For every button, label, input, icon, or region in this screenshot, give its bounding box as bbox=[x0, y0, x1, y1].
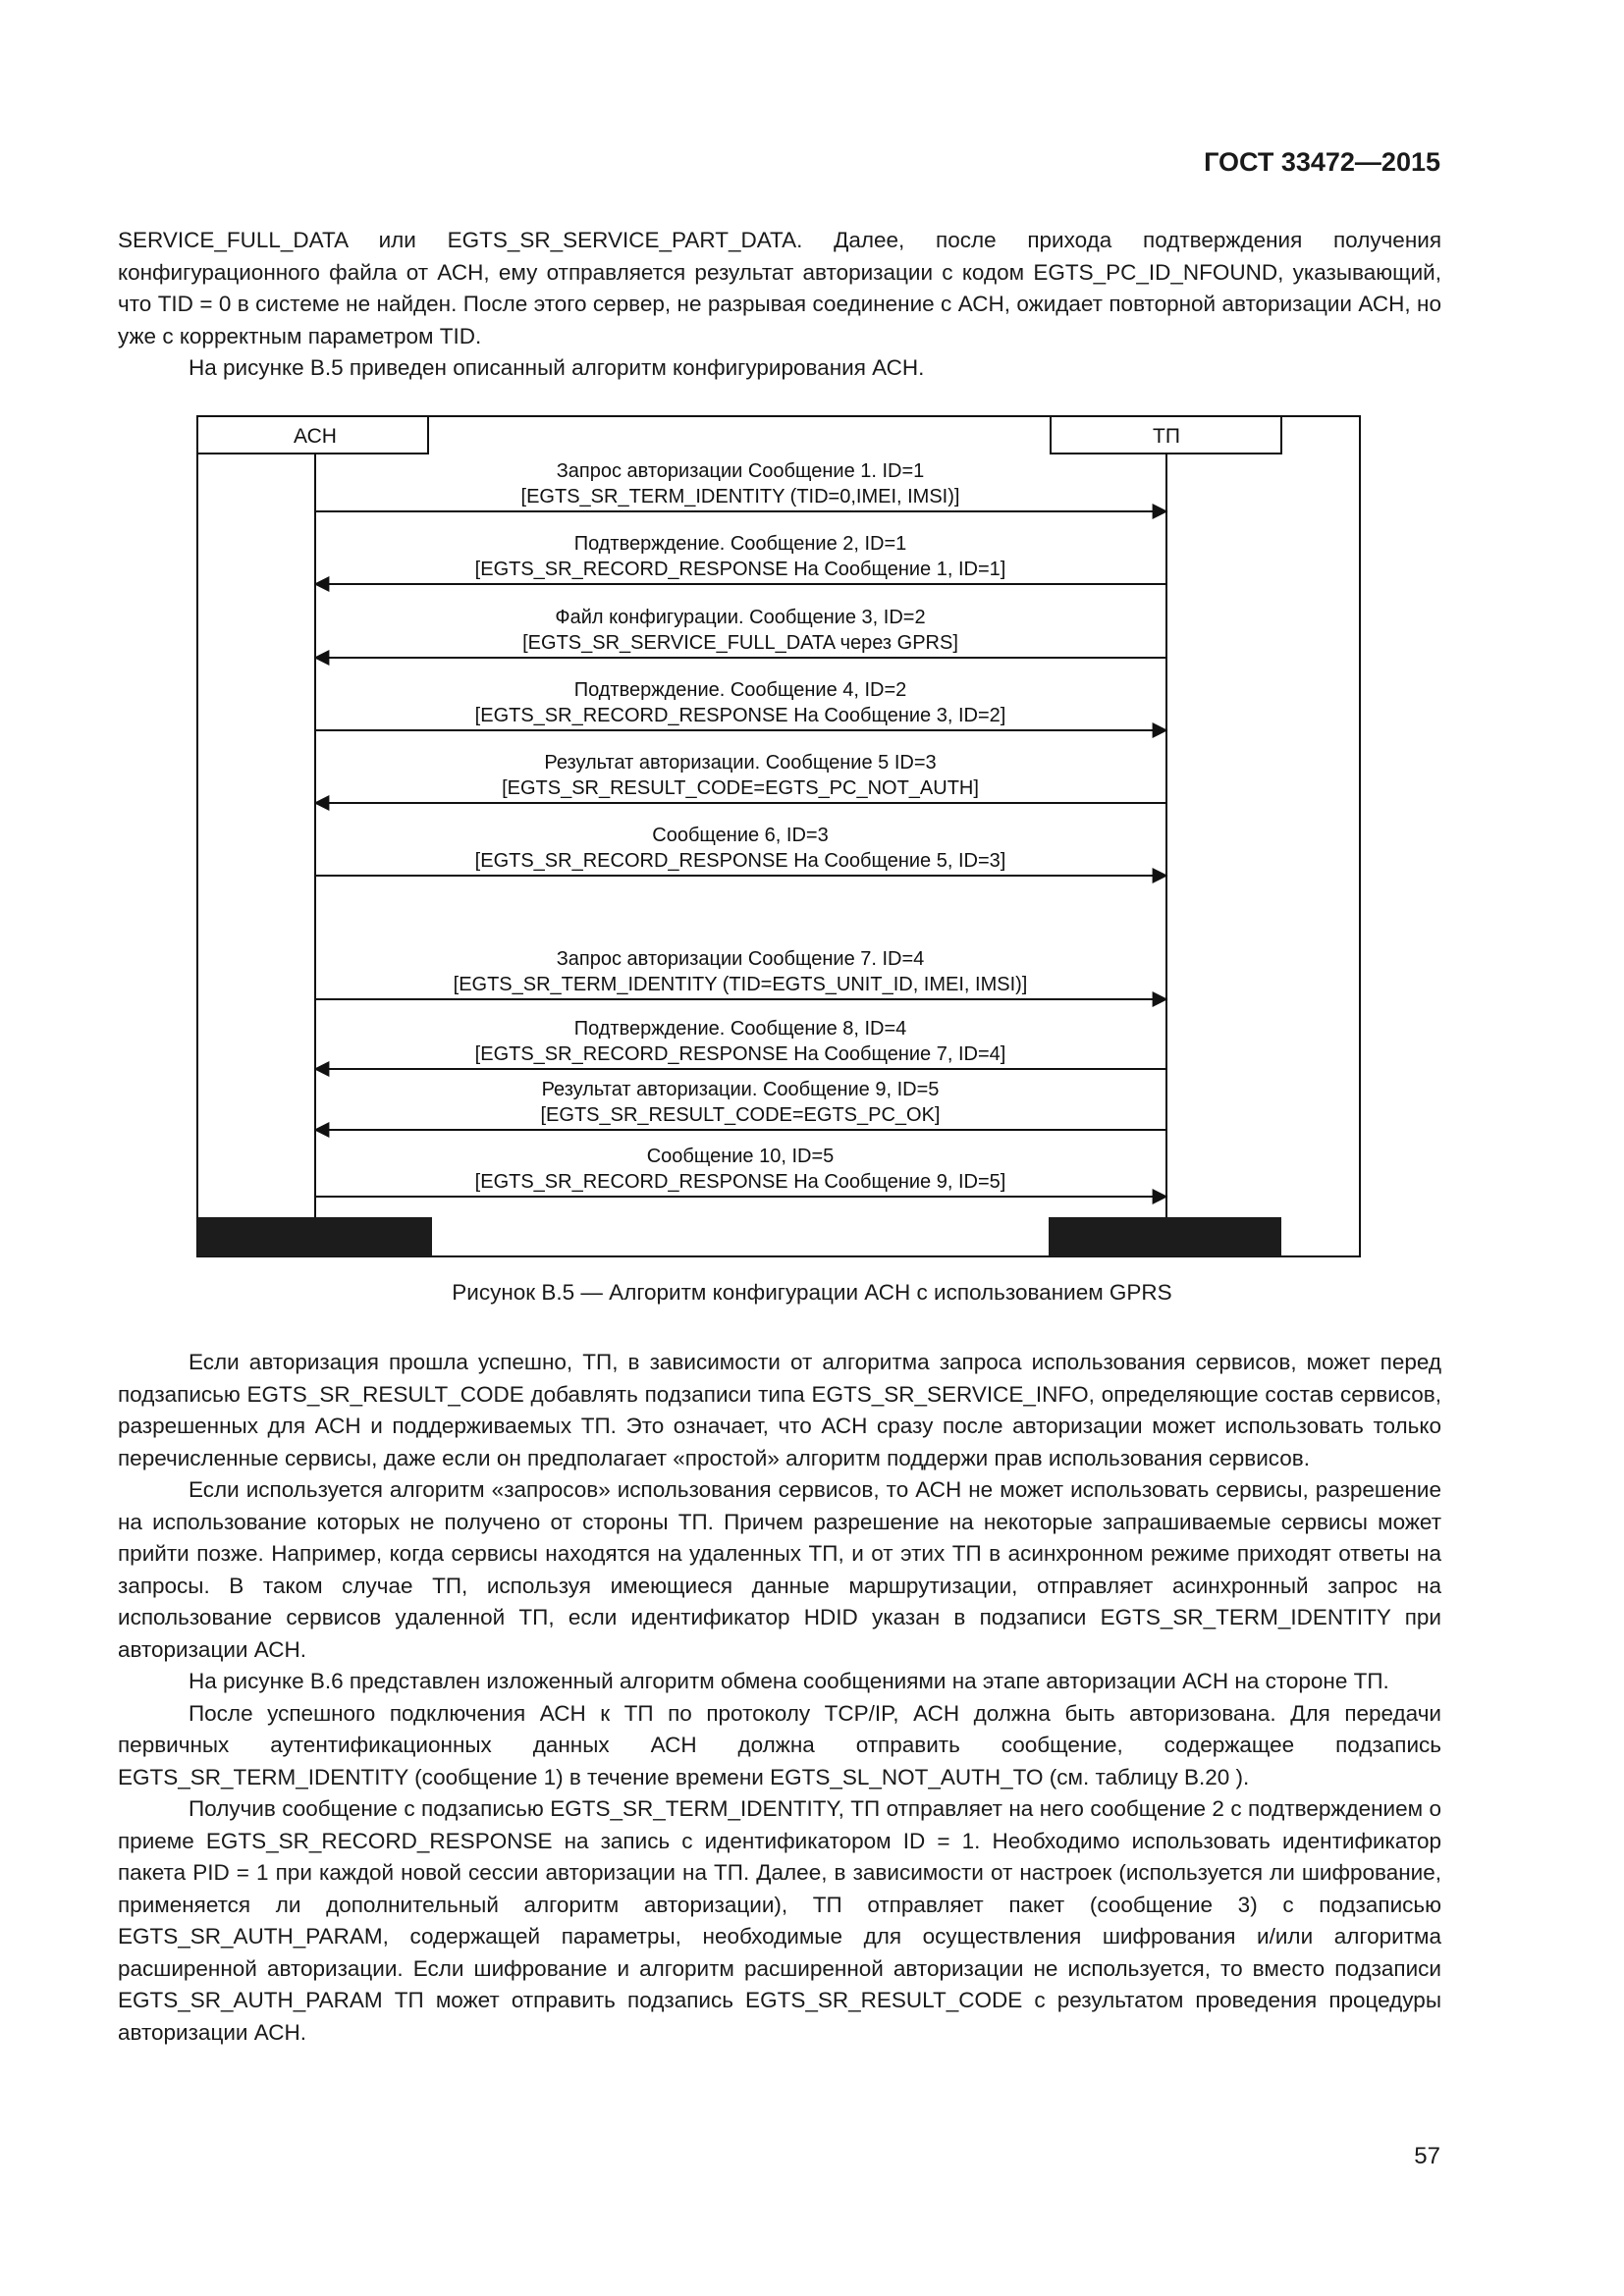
participant-right-label: ТП bbox=[1153, 425, 1180, 448]
message-4-detail: [EGTS_SR_RECORD_RESPONSE На Сообщение 3, ID=2] bbox=[474, 705, 1006, 726]
message-6-detail: [EGTS_SR_RECORD_RESPONSE На Сообщение 5, ID=3] bbox=[474, 850, 1006, 872]
participant-left-label: АСН bbox=[294, 425, 337, 448]
message-9-title: Результат авторизации. Сообщение 9, ID=5 bbox=[541, 1079, 940, 1100]
lifeline-end-bar-left bbox=[197, 1217, 432, 1256]
message-10-detail: [EGTS_SR_RECORD_RESPONSE На Сообщение 9, ID=5] bbox=[474, 1171, 1006, 1193]
message-1-title: Запрос авторизации Сообщение 1. ID=1 bbox=[556, 460, 925, 482]
page-number: 57 bbox=[1414, 2143, 1440, 2169]
body-paragraph-1: Если авторизация прошла успешно, ТП, в зависимости от алгоритма запроса использования сервисов, может перед подзаписью EGTS_SR_RESULT_CODE добавлять подзаписи типа EGTS_SR_SERVICE_INFO, определяющие состав сервисов, разрешенных для АСН и поддерживаемых ТП. Это означает, что АСН сразу после авторизации может использовать только перечисленные сервисы, даже если он предполагает «простой» алгоритм поддержи прав использования сервисов. bbox=[118, 1350, 1441, 1470]
message-4-title: Подтверждение. Сообщение 4, ID=2 bbox=[573, 679, 907, 701]
lifeline-end-bar-right bbox=[1049, 1217, 1281, 1256]
message-6-title: Сообщение 6, ID=3 bbox=[652, 825, 829, 846]
figure-caption: Рисунок В.5 — Алгоритм конфигурации АСН с использованием GPRS bbox=[452, 1280, 1172, 1305]
message-10-title: Сообщение 10, ID=5 bbox=[646, 1146, 835, 1167]
message-3-title: Файл конфигурации. Сообщение 3, ID=2 bbox=[555, 607, 926, 628]
body-paragraph-5: Получив сообщение с подзаписью EGTS_SR_TERM_IDENTITY, ТП отправляет на него сообщение 2 с подтверждением о приеме EGTS_SR_RECORD_RESPONSE на запись с идентификатором ID = 1. Необходимо использовать идентификатор пакета PID = 1 при каждой новой сессии авторизации на ТП. Далее, в зависимости от настроек (используется ли шифрование, применяется ли дополнительный алгоритм авторизации), ТП отправляет пакет (сообщение 3) с подзаписью EGTS_SR_AUTH_PARAM, содержащей параметры, необходимые для осуществления шифрования и/или алгоритма расширенной авторизации. Если шифрование и алгоритм расширенной авторизации не используется, то вместо подзаписи EGTS_SR_AUTH_PARAM ТП может отправить подзапись EGTS_SR_RESULT_CODE с результатом проведения процедуры авторизации АСН. bbox=[118, 1796, 1441, 2045]
message-1-detail: [EGTS_SR_TERM_IDENTITY (TID=0,IMEI, IMSI)] bbox=[520, 486, 960, 507]
document-header: ГОСТ 33472—2015 bbox=[1204, 147, 1440, 177]
message-2-title: Подтверждение. Сообщение 2, ID=1 bbox=[573, 533, 907, 555]
message-8-title: Подтверждение. Сообщение 8, ID=4 bbox=[573, 1018, 907, 1040]
body-text bbox=[118, 1347, 1441, 2049]
message-7-title: Запрос авторизации Сообщение 7. ID=4 bbox=[556, 948, 925, 970]
body-paragraph-2: Если используется алгоритм «запросов» использования сервисов, то АСН не может использовать сервисы, разрешение на использование которых не получено от стороны ТП. Причем разрешение на некоторые запрашиваемые сервисы может прийти позже. Например, когда сервисы находятся на удаленных ТП, и от этих ТП в асинхронном режиме приходят ответы на запросы. В таком случае ТП, используя имеющиеся данные маршрутизации, отправляет асинхронный запрос на использование сервисов удаленной ТП, если идентификатор HDID указан в подзаписи EGTS_SR_TERM_IDENTITY при авторизации АСН. bbox=[118, 1477, 1441, 1662]
body-paragraph-3: На рисунке В.6 представлен изложенный алгоритм обмена сообщениями на этапе авторизации АСН на стороне ТП. bbox=[189, 1669, 1389, 1693]
message-5-title: Результат авторизации. Сообщение 5 ID=3 bbox=[544, 752, 937, 774]
message-7-detail: [EGTS_SR_TERM_IDENTITY (TID=EGTS_UNIT_ID, IMEI, IMSI)] bbox=[453, 974, 1028, 995]
intro-paragraph-1: SERVICE_FULL_DATA или EGTS_SR_SERVICE_PART_DATA. Далее, после прихода подтверждения получения конфигурационного файла от АСН, ему отправляется результат авторизации с кодом EGTS_PC_ID_NFOUND, указывающий, что TID = 0 в системе не найден. После этого сервер, не разрывая соединение с АСН, ожидает повторной авторизации АСН, но уже с корректным параметром TID. bbox=[118, 228, 1441, 348]
body-paragraph-4: После успешного подключения АСН к ТП по протоколу TCP/IP, АСН должна быть авторизована. Для передачи первичных аутентификационных данных АСН должна отправить сообщение, содержащее подзапись EGTS_SR_TERM_IDENTITY (сообщение 1) в течение времени EGTS_SL_NOT_AUTH_TO (см. таблицу В.20 ). bbox=[118, 1700, 1441, 1789]
message-group bbox=[315, 460, 1166, 1197]
message-9-detail: [EGTS_SR_RESULT_CODE=EGTS_PC_OK] bbox=[540, 1104, 941, 1126]
message-5-detail: [EGTS_SR_RESULT_CODE=EGTS_PC_NOT_AUTH] bbox=[502, 777, 979, 799]
intro-paragraph-2: На рисунке В.5 приведен описанный алгоритм конфигурирования АСН. bbox=[189, 355, 925, 380]
message-2-detail: [EGTS_SR_RECORD_RESPONSE На Сообщение 1, ID=1] bbox=[474, 559, 1006, 580]
message-8-detail: [EGTS_SR_RECORD_RESPONSE На Сообщение 7, ID=4] bbox=[474, 1043, 1006, 1065]
message-3-detail: [EGTS_SR_SERVICE_FULL_DATA через GPRS] bbox=[522, 632, 958, 654]
